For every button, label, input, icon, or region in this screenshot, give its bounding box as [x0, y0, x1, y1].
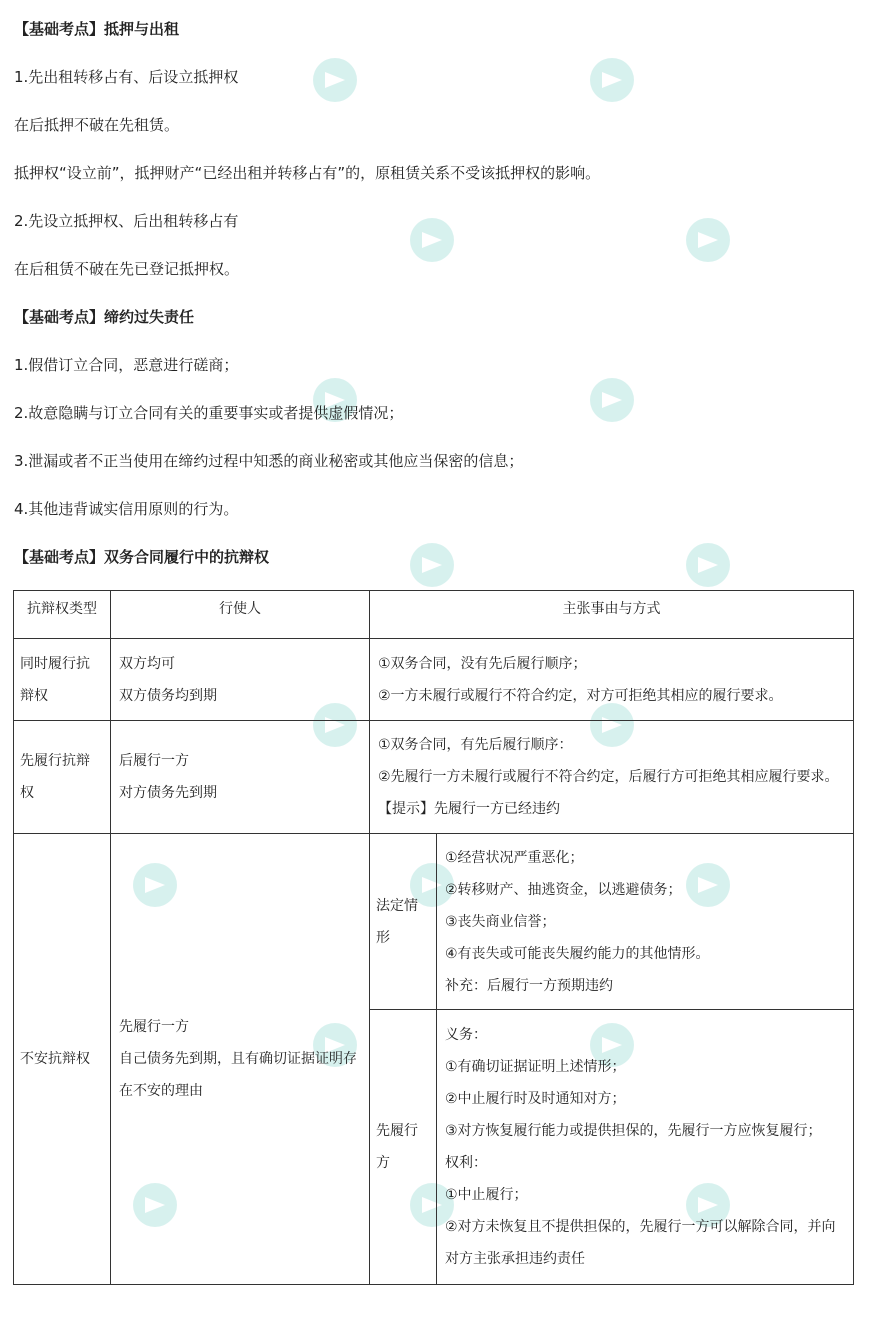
watermark-logo-icon	[588, 376, 636, 428]
sub-item: ①中止履行；	[445, 1187, 528, 1203]
type-cell	[14, 639, 111, 721]
sub-item: ②对方未恢复且不提供担保的，先履行一方可以解除合同，并向对方主张承担违约责任	[445, 1219, 836, 1267]
actor-line: 双方均可	[119, 655, 175, 672]
list-item: 1.假借订立合同，恶意进行磋商；	[14, 356, 239, 374]
sub-item: ④有丧失或可能丧失履约能力的其他情形。	[445, 945, 710, 962]
sub-label-legal: 法定情形	[376, 897, 418, 946]
defense-rights-table	[13, 590, 854, 1285]
reason-line: ②一方未履行或履行不符合约定，对方可拒绝其相应的履行要求。	[378, 687, 783, 704]
watermark-logo-icon	[311, 56, 359, 108]
sub-label-cell	[370, 1010, 437, 1285]
watermark-logo-icon	[408, 541, 456, 593]
actor-cell	[111, 639, 370, 721]
header-cell: 行使人	[111, 591, 370, 639]
sub-item: ③对方恢复履行能力或提供担保的，先履行一方应恢复履行；	[445, 1123, 822, 1139]
paragraph: 抵押权“设立前”，抵押财产“已经出租并转移占有”的，原租赁关系不受该抵押权的影响。	[14, 164, 601, 182]
reason-cell	[370, 721, 854, 834]
sub-item: ③丧失商业信誉；	[445, 913, 556, 930]
watermark-logo-icon	[684, 541, 732, 593]
type-cell	[14, 834, 111, 1285]
sub-item: ②中止履行时及时通知对方；	[445, 1091, 626, 1107]
table-header-row	[14, 591, 854, 639]
section-heading-contracting-fault: 【基础考点】缔约过失责任	[14, 308, 195, 326]
reason-cell	[370, 639, 854, 721]
sub-content-cell	[437, 1010, 854, 1285]
header-cell: 抗辩权类型	[14, 591, 111, 639]
header-cell: 主张事由与方式	[370, 591, 854, 639]
actor-cell	[111, 834, 370, 1285]
watermark-logo-icon	[588, 56, 636, 108]
reason-line: ①双务合同，有先后履行顺序：	[378, 737, 573, 753]
list-item: 3.泄漏或者不正当使用在缔约过程中知悉的商业秘密或其他应当保密的信息；	[14, 452, 524, 470]
paragraph: 在后抵押不破在先租赁。	[14, 116, 180, 134]
type-cell	[14, 721, 111, 834]
sub-label-cell	[370, 834, 437, 1010]
actor-cell	[111, 721, 370, 834]
actor-line: 对方债务先到期	[119, 785, 217, 801]
reason-line: ①双务合同，没有先后履行顺序；	[378, 655, 587, 672]
sub-item: ②转移财产、抽逃资金，以逃避债务；	[445, 881, 682, 898]
table-row	[14, 639, 854, 721]
actor-line: 自己债务先到期，且有确切证据证明存在不安的理由	[119, 1051, 357, 1099]
sub-item: 权利：	[445, 1155, 487, 1171]
table-row	[14, 721, 854, 834]
paragraph: 2.先设立抵押权、后出租转移占有	[14, 212, 239, 230]
sub-content-cell	[437, 834, 854, 1010]
watermark-logo-icon	[684, 216, 732, 268]
list-item: 4.其他违背诚实信用原则的行为。	[14, 500, 239, 518]
actor-line: 先履行一方	[119, 1019, 189, 1035]
reason-line: 【提示】先履行一方已经违约	[378, 801, 560, 817]
paragraph: 在后租赁不破在先已登记抵押权。	[14, 260, 240, 278]
sub-item: 义务：	[445, 1027, 487, 1043]
sub-item: 补充：后履行一方预期违约	[445, 977, 613, 994]
sub-label-first-performer: 先履行方	[376, 1123, 418, 1171]
section-heading-mortgage-lease: 【基础考点】抵押与出租	[14, 20, 180, 38]
reason-line: ②先履行一方未履行或履行不符合约定，后履行方可拒绝其相应履行要求。	[378, 769, 839, 785]
sub-item: ①经营状况严重恶化；	[445, 849, 584, 866]
watermark-logo-icon	[408, 216, 456, 268]
actor-line: 后履行一方	[119, 753, 189, 769]
paragraph: 1.先出租转移占有、后设立抵押权	[14, 68, 239, 86]
type-label: 同时履行抗辩权	[20, 655, 90, 704]
list-item: 2.故意隐瞒与订立合同有关的重要事实或者提供虚假情况；	[14, 404, 404, 422]
type-label: 不安抗辩权	[20, 1051, 90, 1067]
sub-item: ①有确切证据证明上述情形；	[445, 1059, 626, 1075]
actor-line: 双方债务均到期	[119, 687, 217, 704]
table-row	[14, 834, 854, 1010]
section-heading-defense-rights: 【基础考点】双务合同履行中的抗辩权	[14, 548, 270, 566]
type-label: 先履行抗辩权	[20, 753, 90, 801]
